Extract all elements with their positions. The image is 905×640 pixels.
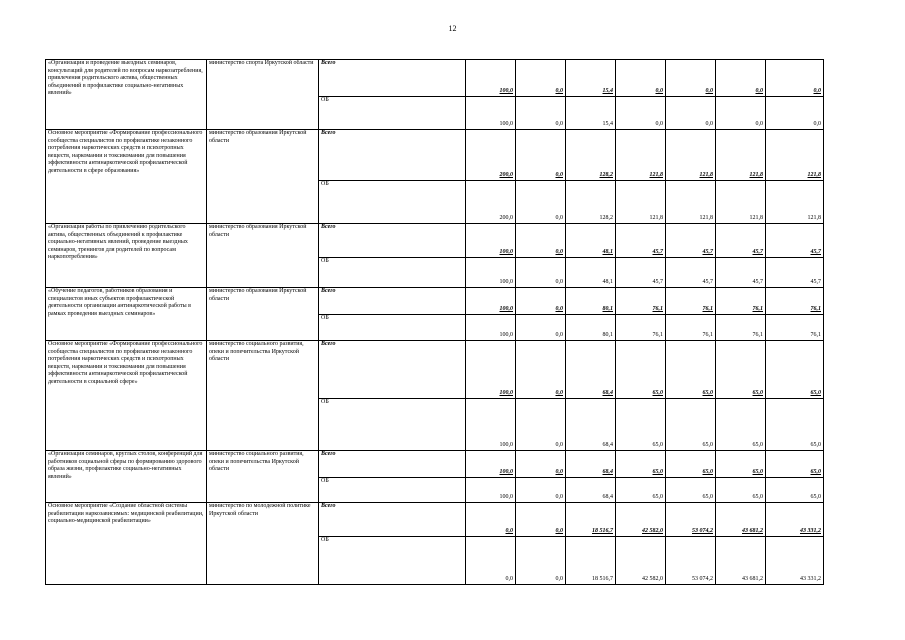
ob-amount-cell: 18 516,7 bbox=[566, 537, 616, 585]
total-amount-cell: 100,0 bbox=[466, 224, 516, 258]
total-amount-cell: 68,4 bbox=[566, 451, 616, 478]
total-amount-cell: 45,7 bbox=[766, 224, 824, 258]
total-amount-cell: 76,1 bbox=[666, 288, 716, 315]
funding-source-total-label: Всего bbox=[319, 341, 466, 399]
total-amount-cell: 0,0 bbox=[516, 288, 566, 315]
measure-description: «Организация работы по привлечению родительского актива, общественных объединений к профилактике социально-негативных явлений, проведение выездных семинаров, тренингов для родителей по вопросам наркопотребления» bbox=[46, 224, 207, 288]
ob-amount-cell: 100,0 bbox=[466, 478, 516, 503]
ob-amount-cell: 65,0 bbox=[616, 478, 666, 503]
total-amount-cell: 18 516,7 bbox=[566, 503, 616, 537]
ob-amount-cell: 100,0 bbox=[466, 399, 516, 451]
total-amount-cell: 0,0 bbox=[516, 224, 566, 258]
ob-amount-cell: 65,0 bbox=[766, 478, 824, 503]
table-row-total bbox=[46, 130, 824, 181]
total-amount-cell: 65,0 bbox=[666, 451, 716, 478]
ob-amount-cell: 0,0 bbox=[516, 181, 566, 224]
total-amount-cell: 121,8 bbox=[616, 130, 666, 181]
total-amount-cell: 45,7 bbox=[666, 224, 716, 258]
total-amount-cell: 76,1 bbox=[766, 288, 824, 315]
ob-amount-cell: 100,0 bbox=[466, 258, 516, 288]
page-number: 12 bbox=[448, 24, 457, 33]
ob-amount-cell: 76,1 bbox=[616, 315, 666, 341]
ob-amount-cell: 65,0 bbox=[666, 399, 716, 451]
total-amount-cell: 0,0 bbox=[516, 503, 566, 537]
ob-amount-cell: 45,7 bbox=[616, 258, 666, 288]
funding-source-ob-label: ОБ bbox=[319, 97, 466, 130]
ob-amount-cell: 0,0 bbox=[516, 399, 566, 451]
total-amount-cell: 100,0 bbox=[466, 60, 516, 97]
total-amount-cell: 45,7 bbox=[716, 224, 766, 258]
total-amount-cell: 53 074,2 bbox=[666, 503, 716, 537]
total-amount-cell: 68,4 bbox=[566, 341, 616, 399]
measure-description: Основное мероприятие «Формирование профессионального сообщества специалистов по профилактике незаконного потребления наркотических средств и психотропных веществ, наркомании и токсикомании для повышения эффективности антинаркотической профилактической деятельности в социальной сфере» bbox=[46, 341, 207, 451]
ob-amount-cell: 76,1 bbox=[666, 315, 716, 341]
ob-amount-cell: 45,7 bbox=[766, 258, 824, 288]
total-amount-cell: 121,8 bbox=[666, 130, 716, 181]
total-amount-cell: 65,0 bbox=[766, 451, 824, 478]
total-amount-cell: 76,1 bbox=[616, 288, 666, 315]
executor-name: министерство по молодежной политике Иркутской области bbox=[207, 503, 319, 585]
executor-name: министерство образования Иркутской области bbox=[207, 224, 319, 288]
ob-amount-cell: 100,0 bbox=[466, 97, 516, 130]
total-amount-cell: 48,1 bbox=[566, 224, 616, 258]
ob-amount-cell: 43 331,2 bbox=[766, 537, 824, 585]
total-amount-cell: 76,1 bbox=[716, 288, 766, 315]
total-amount-cell: 45,7 bbox=[616, 224, 666, 258]
ob-amount-cell: 43 681,2 bbox=[716, 537, 766, 585]
total-amount-cell: 128,2 bbox=[566, 130, 616, 181]
funding-source-ob-label: ОБ bbox=[319, 181, 466, 224]
total-amount-cell: 65,0 bbox=[616, 341, 666, 399]
ob-amount-cell: 0,0 bbox=[466, 537, 516, 585]
total-amount-cell: 0,0 bbox=[616, 60, 666, 97]
ob-amount-cell: 121,8 bbox=[716, 181, 766, 224]
funding-source-total-label: Всего bbox=[319, 60, 466, 97]
ob-amount-cell: 0,0 bbox=[716, 97, 766, 130]
funding-source-total-label: Всего bbox=[319, 288, 466, 315]
ob-amount-cell: 65,0 bbox=[716, 399, 766, 451]
total-amount-cell: 200,0 bbox=[466, 130, 516, 181]
executor-name: министерство спорта Иркутской области bbox=[207, 60, 319, 130]
ob-amount-cell: 128,2 bbox=[566, 181, 616, 224]
measure-description: Основное мероприятие «Формирование профессионального сообщества специалистов по профилактике незаконного потребления наркотических средств и психотропных веществ, наркомании и токсикомании для повышения эффективности антинаркотической профилактической деятельности в сфере образования» bbox=[46, 130, 207, 224]
funding-source-total-label: Всего bbox=[319, 503, 466, 537]
total-amount-cell: 15,4 bbox=[566, 60, 616, 97]
ob-amount-cell: 0,0 bbox=[516, 537, 566, 585]
ob-amount-cell: 121,8 bbox=[666, 181, 716, 224]
ob-amount-cell: 76,1 bbox=[716, 315, 766, 341]
funding-source-ob-label: ОБ bbox=[319, 399, 466, 451]
total-amount-cell: 0,0 bbox=[716, 60, 766, 97]
ob-amount-cell: 65,0 bbox=[666, 478, 716, 503]
executor-name: министерство социального развития, опеки и попечительства Иркутской области bbox=[207, 451, 319, 503]
funding-source-ob-label: ОБ bbox=[319, 478, 466, 503]
ob-amount-cell: 121,8 bbox=[616, 181, 666, 224]
table-row-total bbox=[46, 503, 824, 537]
ob-amount-cell: 121,8 bbox=[766, 181, 824, 224]
total-amount-cell: 100,0 bbox=[466, 288, 516, 315]
ob-amount-cell: 65,0 bbox=[766, 399, 824, 451]
funding-source-total-label: Всего bbox=[319, 130, 466, 181]
total-amount-cell: 100,0 bbox=[466, 451, 516, 478]
ob-amount-cell: 0,0 bbox=[516, 97, 566, 130]
ob-amount-cell: 65,0 bbox=[716, 478, 766, 503]
funding-source-total-label: Всего bbox=[319, 451, 466, 478]
ob-amount-cell: 0,0 bbox=[766, 97, 824, 130]
measure-description: «Организация и проведение выездных семинаров, консультаций для родителей по вопросам наркозатребления, привлечения родительского актива, общественных объединений в профилактике социально-негативных явлений» bbox=[46, 60, 207, 130]
total-amount-cell: 0,0 bbox=[466, 503, 516, 537]
total-amount-cell: 65,0 bbox=[716, 341, 766, 399]
ob-amount-cell: 15,4 bbox=[566, 97, 616, 130]
funding-source-total-label: Всего bbox=[319, 224, 466, 258]
ob-amount-cell: 76,1 bbox=[766, 315, 824, 341]
total-amount-cell: 0,0 bbox=[516, 451, 566, 478]
total-amount-cell: 65,0 bbox=[766, 341, 824, 399]
ob-amount-cell: 100,0 bbox=[466, 315, 516, 341]
ob-amount-cell: 200,0 bbox=[466, 181, 516, 224]
funding-source-ob-label: ОБ bbox=[319, 537, 466, 585]
ob-amount-cell: 0,0 bbox=[616, 97, 666, 130]
ob-amount-cell: 45,7 bbox=[716, 258, 766, 288]
ob-amount-cell: 0,0 bbox=[516, 258, 566, 288]
ob-amount-cell: 42 582,0 bbox=[616, 537, 666, 585]
measure-description: Основное мероприятие «Создание областной системы реабилитации наркозависимых: медицинской реабилитации, социально-медицинской реабилитации» bbox=[46, 503, 207, 585]
total-amount-cell: 65,0 bbox=[716, 451, 766, 478]
total-amount-cell: 0,0 bbox=[516, 341, 566, 399]
table-row-total bbox=[46, 288, 824, 315]
ob-amount-cell: 0,0 bbox=[666, 97, 716, 130]
total-amount-cell: 0,0 bbox=[516, 60, 566, 97]
executor-name: министерство образования Иркутской области bbox=[207, 288, 319, 341]
total-amount-cell: 100,0 bbox=[466, 341, 516, 399]
total-amount-cell: 42 582,0 bbox=[616, 503, 666, 537]
funding-source-ob-label: ОБ bbox=[319, 258, 466, 288]
total-amount-cell: 121,8 bbox=[716, 130, 766, 181]
table-row-total bbox=[46, 451, 824, 478]
budget-table bbox=[45, 59, 824, 585]
table-row-total bbox=[46, 224, 824, 258]
executor-name: министерство образования Иркутской области bbox=[207, 130, 319, 224]
total-amount-cell: 65,0 bbox=[616, 451, 666, 478]
ob-amount-cell: 48,1 bbox=[566, 258, 616, 288]
ob-amount-cell: 68,4 bbox=[566, 399, 616, 451]
executor-name: министерство социального развития, опеки и попечительства Иркутской области bbox=[207, 341, 319, 451]
ob-amount-cell: 80,1 bbox=[566, 315, 616, 341]
total-amount-cell: 80,1 bbox=[566, 288, 616, 315]
total-amount-cell: 0,0 bbox=[516, 130, 566, 181]
ob-amount-cell: 68,4 bbox=[566, 478, 616, 503]
table-row-total bbox=[46, 341, 824, 399]
measure-description: «Организация семинаров, круглых столов, конференций для работников социальной сферы по формированию здорового образа жизни, профилактике социально-негативных явлений» bbox=[46, 451, 207, 503]
ob-amount-cell: 45,7 bbox=[666, 258, 716, 288]
total-amount-cell: 0,0 bbox=[766, 60, 824, 97]
total-amount-cell: 65,0 bbox=[666, 341, 716, 399]
total-amount-cell: 43 681,2 bbox=[716, 503, 766, 537]
measure-description: «Обучение педагогов, работников образования и специалистов иных субъектов профилактической деятельности организации антинаркотической работы в рамках проведения выездных семинаров» bbox=[46, 288, 207, 341]
total-amount-cell: 0,0 bbox=[666, 60, 716, 97]
total-amount-cell: 43 331,2 bbox=[766, 503, 824, 537]
funding-source-ob-label: ОБ bbox=[319, 315, 466, 341]
ob-amount-cell: 0,0 bbox=[516, 478, 566, 503]
ob-amount-cell: 0,0 bbox=[516, 315, 566, 341]
total-amount-cell: 121,8 bbox=[766, 130, 824, 181]
ob-amount-cell: 53 074,2 bbox=[666, 537, 716, 585]
ob-amount-cell: 65,0 bbox=[616, 399, 666, 451]
table-row-total bbox=[46, 60, 824, 97]
